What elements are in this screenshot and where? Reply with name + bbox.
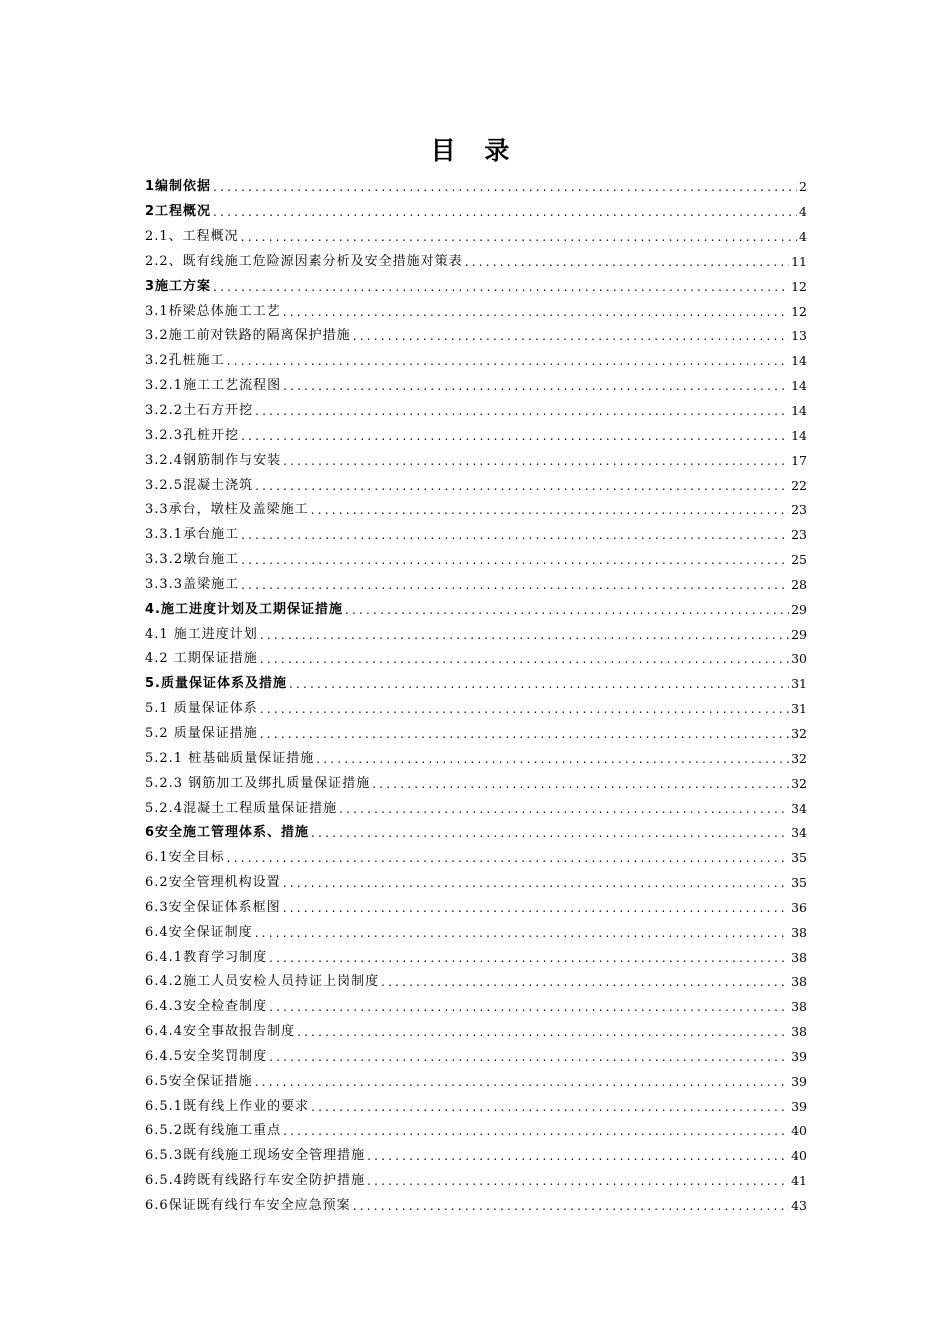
toc-entry[interactable] bbox=[145, 771, 807, 796]
toc-entry-label: 3.2.1施工工艺流程图 bbox=[145, 378, 282, 394]
toc-entry-page-number: 14 bbox=[791, 403, 807, 419]
toc-entry-label: 3.1桥梁总体施工工艺 bbox=[145, 303, 281, 319]
toc-entry[interactable] bbox=[145, 274, 807, 299]
toc-entry-label: 2.2、既有线施工危险源因素分析及安全措施对策表 bbox=[145, 253, 463, 269]
toc-entry-page-number: 23 bbox=[791, 527, 807, 543]
toc-entry[interactable] bbox=[145, 1069, 807, 1094]
toc-entry-page-number: 38 bbox=[791, 949, 807, 965]
toc-entry-label: 3施工方案 bbox=[145, 278, 212, 294]
toc-entry[interactable] bbox=[145, 225, 807, 250]
toc-leader-dots bbox=[260, 726, 789, 742]
toc-entry-label: 6.4.2施工人员安检人员持证上岗制度 bbox=[145, 974, 380, 990]
toc-entry-page-number: 41 bbox=[791, 1173, 807, 1189]
toc-entry[interactable] bbox=[145, 423, 807, 448]
toc-entry-page-number: 34 bbox=[791, 800, 807, 816]
toc-entry[interactable] bbox=[145, 746, 807, 771]
toc-entry-label: 6.6保证既有线行车安全应急预案 bbox=[145, 1198, 351, 1214]
toc-entry-label: 6.5.3既有线施工现场安全管理措施 bbox=[145, 1148, 366, 1164]
toc-entry-page-number: 2 bbox=[799, 179, 807, 195]
toc-entry-label: 3.2.2土石方开挖 bbox=[145, 403, 254, 419]
toc-leader-dots bbox=[372, 776, 789, 792]
toc-entry-page-number: 39 bbox=[791, 1073, 807, 1089]
toc-entry[interactable] bbox=[145, 548, 807, 573]
toc-leader-dots bbox=[227, 850, 789, 866]
toc-leader-dots bbox=[241, 552, 789, 568]
toc-entry-label: 5.1 质量保证体系 bbox=[145, 701, 258, 717]
toc-entry-page-number: 32 bbox=[791, 775, 807, 791]
toc-entry-label: 3.2.4钢筋制作与安装 bbox=[145, 452, 282, 468]
toc-entry[interactable] bbox=[145, 498, 807, 523]
toc-leader-dots bbox=[260, 627, 789, 643]
toc-entry-label: 5.2 质量保证措施 bbox=[145, 725, 258, 741]
toc-entry-label: 6.4.3安全检查制度 bbox=[145, 999, 268, 1015]
toc-entry-page-number: 17 bbox=[791, 452, 807, 468]
toc-entry-label: 6.5.4跨既有线路行车安全防护措施 bbox=[145, 1173, 366, 1189]
toc-leader-dots bbox=[283, 900, 789, 916]
toc-entry-page-number: 38 bbox=[791, 999, 807, 1015]
toc-entry-label: 4.2 工期保证措施 bbox=[145, 651, 258, 667]
toc-entry[interactable] bbox=[145, 200, 807, 225]
toc-entry[interactable] bbox=[145, 1020, 807, 1045]
toc-entry-page-number: 32 bbox=[791, 750, 807, 766]
toc-entry[interactable] bbox=[145, 448, 807, 473]
toc-leader-dots bbox=[297, 1024, 789, 1040]
toc-entry[interactable] bbox=[145, 871, 807, 896]
toc-entry[interactable] bbox=[145, 672, 807, 697]
toc-entry-page-number: 13 bbox=[791, 328, 807, 344]
toc-entry-label: 6.1安全目标 bbox=[145, 850, 225, 866]
toc-entry-label: 6.3安全保证体系框图 bbox=[145, 899, 281, 915]
toc-entry-page-number: 29 bbox=[791, 626, 807, 642]
toc-leader-dots bbox=[255, 925, 789, 941]
toc-entry-page-number: 11 bbox=[791, 253, 807, 269]
toc-entry-label: 6.4.5安全奖罚制度 bbox=[145, 1048, 268, 1064]
toc-entry[interactable] bbox=[145, 697, 807, 722]
toc-entry-label: 3.2.3孔桩开挖 bbox=[145, 427, 240, 443]
toc-entry-page-number: 22 bbox=[791, 477, 807, 493]
toc-leader-dots bbox=[311, 502, 789, 518]
toc-leader-dots bbox=[339, 801, 789, 817]
toc-leader-dots bbox=[283, 378, 789, 394]
toc-entry-page-number: 28 bbox=[791, 576, 807, 592]
toc-entry-page-number: 23 bbox=[791, 502, 807, 518]
toc-entry-page-number: 12 bbox=[791, 303, 807, 319]
toc-leader-dots bbox=[345, 602, 789, 618]
toc-entry[interactable] bbox=[145, 945, 807, 970]
toc-entry-page-number: 35 bbox=[791, 850, 807, 866]
toc-leader-dots bbox=[241, 229, 797, 245]
toc-entry-label: 6.5.1既有线上作业的要求 bbox=[145, 1098, 310, 1114]
toc-title: 目 录 bbox=[430, 136, 520, 165]
toc-leader-dots bbox=[213, 179, 797, 195]
toc-entry-page-number: 40 bbox=[791, 1148, 807, 1164]
toc-entry[interactable] bbox=[145, 1045, 807, 1070]
toc-entry-label: 6.4安全保证制度 bbox=[145, 924, 253, 940]
toc-leader-dots bbox=[241, 527, 789, 543]
toc-entry-label: 6.4.1教育学习制度 bbox=[145, 949, 268, 965]
toc-leader-dots bbox=[269, 950, 789, 966]
toc-entry[interactable] bbox=[145, 920, 807, 945]
toc-entry-label: 3.3承台，墩柱及盖梁施工 bbox=[145, 502, 309, 518]
toc-leader-dots bbox=[255, 478, 789, 494]
toc-entry[interactable] bbox=[145, 473, 807, 498]
toc-entry[interactable] bbox=[145, 175, 807, 200]
toc-leader-dots bbox=[381, 974, 789, 990]
toc-entry-page-number: 32 bbox=[791, 725, 807, 741]
toc-entry-label: 6.4.4安全事故报告制度 bbox=[145, 1024, 296, 1040]
toc-entry[interactable] bbox=[145, 1094, 807, 1119]
toc-leader-dots bbox=[241, 428, 789, 444]
toc-list bbox=[145, 175, 807, 1218]
toc-entry-label: 2.1、工程概况 bbox=[145, 229, 239, 245]
toc-entry-page-number: 31 bbox=[791, 701, 807, 717]
toc-leader-dots bbox=[255, 403, 789, 419]
toc-leader-dots bbox=[353, 328, 789, 344]
toc-entry-label: 5.2.3 钢筋加工及绑扎质量保证措施 bbox=[145, 775, 371, 791]
toc-entry[interactable] bbox=[145, 299, 807, 324]
toc-leader-dots bbox=[213, 204, 797, 220]
toc-leader-dots bbox=[283, 875, 789, 891]
toc-leader-dots bbox=[283, 1123, 789, 1139]
toc-entry-page-number: 31 bbox=[791, 676, 807, 692]
toc-entry-label: 1编制依据 bbox=[145, 179, 212, 195]
toc-entry-label: 3.2施工前对铁路的隔离保护措施 bbox=[145, 328, 351, 344]
toc-entry-page-number: 40 bbox=[791, 1123, 807, 1139]
toc-leader-dots bbox=[213, 279, 789, 295]
toc-entry-page-number: 39 bbox=[791, 1098, 807, 1114]
toc-entry[interactable] bbox=[145, 1169, 807, 1194]
toc-entry-label: 3.3.1承台施工 bbox=[145, 527, 240, 543]
toc-leader-dots bbox=[269, 999, 789, 1015]
toc-leader-dots bbox=[367, 1173, 789, 1189]
toc-leader-dots bbox=[465, 254, 789, 270]
toc-leader-dots bbox=[227, 353, 789, 369]
toc-entry[interactable] bbox=[145, 722, 807, 747]
toc-leader-dots bbox=[260, 701, 789, 717]
toc-leader-dots bbox=[283, 304, 789, 320]
toc-leader-dots bbox=[283, 453, 789, 469]
toc-entry[interactable] bbox=[145, 324, 807, 349]
toc-leader-dots bbox=[367, 1148, 789, 1164]
toc-entry-page-number: 43 bbox=[791, 1198, 807, 1214]
toc-entry-label: 3.2孔桩施工 bbox=[145, 353, 225, 369]
toc-entry-label: 5.2.1 桩基础质量保证措施 bbox=[145, 750, 315, 766]
toc-entry-label: 3.3.2墩台施工 bbox=[145, 552, 240, 568]
toc-leader-dots bbox=[289, 676, 789, 692]
toc-entry[interactable] bbox=[145, 374, 807, 399]
toc-entry-page-number: 4 bbox=[799, 229, 807, 245]
toc-entry-page-number: 14 bbox=[791, 378, 807, 394]
toc-entry[interactable] bbox=[145, 895, 807, 920]
toc-entry[interactable] bbox=[145, 995, 807, 1020]
toc-entry-page-number: 39 bbox=[791, 1048, 807, 1064]
toc-entry[interactable] bbox=[145, 846, 807, 871]
toc-leader-dots bbox=[241, 577, 789, 593]
toc-entry-label: 4.施工进度计划及工期保证措施 bbox=[145, 601, 343, 617]
toc-leader-dots bbox=[255, 1074, 789, 1090]
toc-entry[interactable] bbox=[145, 1119, 807, 1144]
toc-entry-page-number: 38 bbox=[791, 974, 807, 990]
toc-entry-page-number: 14 bbox=[791, 353, 807, 369]
toc-leader-dots bbox=[311, 825, 789, 841]
toc-entry-label: 6.2安全管理机构设置 bbox=[145, 875, 281, 891]
toc-entry[interactable] bbox=[145, 523, 807, 548]
toc-entry[interactable] bbox=[145, 970, 807, 995]
toc-entry-page-number: 14 bbox=[791, 427, 807, 443]
toc-entry[interactable] bbox=[145, 597, 807, 622]
toc-leader-dots bbox=[353, 1198, 789, 1214]
toc-entry-label: 6安全施工管理体系、措施 bbox=[145, 825, 310, 841]
toc-entry-label: 6.5安全保证措施 bbox=[145, 1073, 253, 1089]
toc-entry[interactable] bbox=[145, 622, 807, 647]
toc-entry-label: 4.1 施工进度计划 bbox=[145, 626, 258, 642]
toc-entry-label: 3.3.3盖梁施工 bbox=[145, 576, 240, 592]
toc-entry[interactable] bbox=[145, 349, 807, 374]
toc-entry[interactable] bbox=[145, 573, 807, 598]
toc-entry[interactable] bbox=[145, 796, 807, 821]
toc-entry-label: 5.质量保证体系及措施 bbox=[145, 676, 287, 692]
toc-entry-page-number: 35 bbox=[791, 875, 807, 891]
toc-entry[interactable] bbox=[145, 1144, 807, 1169]
toc-entry-label: 2工程概况 bbox=[145, 204, 212, 220]
toc-leader-dots bbox=[316, 751, 789, 767]
toc-entry-label: 5.2.4混凝土工程质量保证措施 bbox=[145, 800, 338, 816]
toc-leader-dots bbox=[260, 651, 789, 667]
toc-entry-page-number: 38 bbox=[791, 924, 807, 940]
toc-entry-page-number: 29 bbox=[791, 601, 807, 617]
toc-entry-page-number: 36 bbox=[791, 899, 807, 915]
toc-entry-page-number: 12 bbox=[791, 278, 807, 294]
toc-entry-page-number: 30 bbox=[791, 651, 807, 667]
toc-entry-page-number: 4 bbox=[799, 204, 807, 220]
toc-entry-label: 3.2.5混凝土浇筑 bbox=[145, 477, 254, 493]
toc-entry[interactable] bbox=[145, 821, 807, 846]
toc-entry-page-number: 25 bbox=[791, 552, 807, 568]
toc-leader-dots bbox=[311, 1099, 789, 1115]
toc-entry-page-number: 34 bbox=[791, 825, 807, 841]
toc-entry[interactable] bbox=[145, 250, 807, 275]
toc-entry[interactable] bbox=[145, 1194, 807, 1219]
toc-entry[interactable] bbox=[145, 399, 807, 424]
toc-entry-label: 6.5.2既有线施工重点 bbox=[145, 1123, 282, 1139]
toc-leader-dots bbox=[269, 1049, 789, 1065]
toc-entry[interactable] bbox=[145, 647, 807, 672]
toc-entry-page-number: 38 bbox=[791, 1024, 807, 1040]
